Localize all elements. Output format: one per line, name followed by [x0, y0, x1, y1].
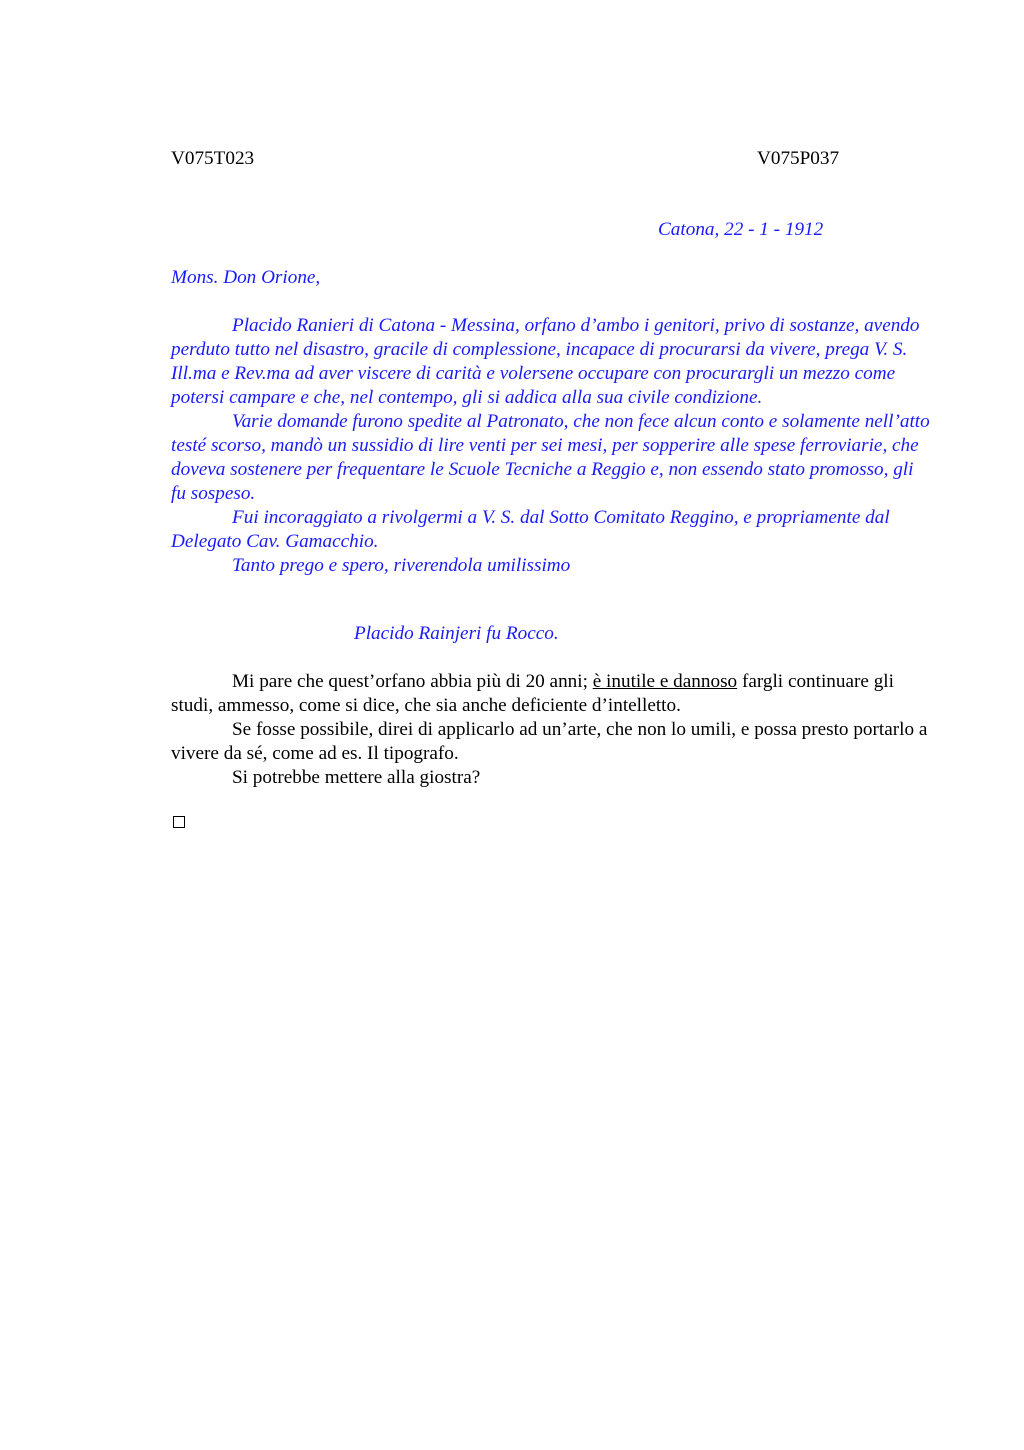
letter-paragraph: Placido Ranieri di Catona - Messina, orfano d’ambo i genitori, privo di sostanze, avendo perduto tutto nel disastro, gracile di complessione, incapace di procurarsi da vivere, prega V. S. Ill.ma e Rev.ma ad aver viscere di carità e volersene occupare con procurargli un mezzo come potersi campare e che, nel contempo, gli si addica alla sua civile condizione.	[171, 315, 920, 408]
note-paragraph-3: Si potrebbe mettere alla giostra?	[232, 767, 481, 788]
letter-date: Catona, 22 - 1 - 1912	[658, 219, 824, 240]
document-code-left: V075T023	[171, 148, 255, 169]
annotation-note	[171, 670, 931, 790]
letter-paragraph: Varie domande furono spedite al Patronato, che non fece alcun conto e solamente nell’atto testé scorso, mandò un sussidio di lire venti per sei mesi, per sopperire alle spese ferroviarie, che doveva sostenere per frequentare le Scuole Tecniche a Reggio e, non essendo stato promosso, gli fu sospeso.	[171, 411, 930, 504]
document-code-right: V075P037	[757, 148, 840, 169]
underlined-phrase: è inutile e dannoso	[592, 671, 738, 692]
end-marker-box	[173, 816, 185, 828]
letter-paragraph: Tanto prego e spero, riverendola umilissimo	[232, 555, 571, 576]
letter-body	[171, 314, 931, 578]
note-paragraph-1	[171, 670, 931, 718]
note-text: Mi pare che quest’orfano abbia più di 20 anni;	[232, 671, 593, 692]
letter-paragraph: Fui incoraggiato a rivolgermi a V. S. dal Sotto Comitato Reggino, e propriamente dal Delegato Cav. Gamacchio.	[171, 507, 890, 552]
note-paragraph-2: Se fosse possibile, direi di applicarlo ad un’arte, che non lo umili, e possa presto portarlo a vivere da sé, come ad es. Il tipografo.	[171, 719, 928, 764]
letter-signature: Placido Rainjeri fu Rocco.	[354, 623, 559, 644]
letter-salutation: Mons. Don Orione,	[171, 267, 321, 288]
note-text: fargli continuare gli studi, ammesso, come si dice, che sia anche deficiente d’intelletto.	[171, 671, 894, 716]
